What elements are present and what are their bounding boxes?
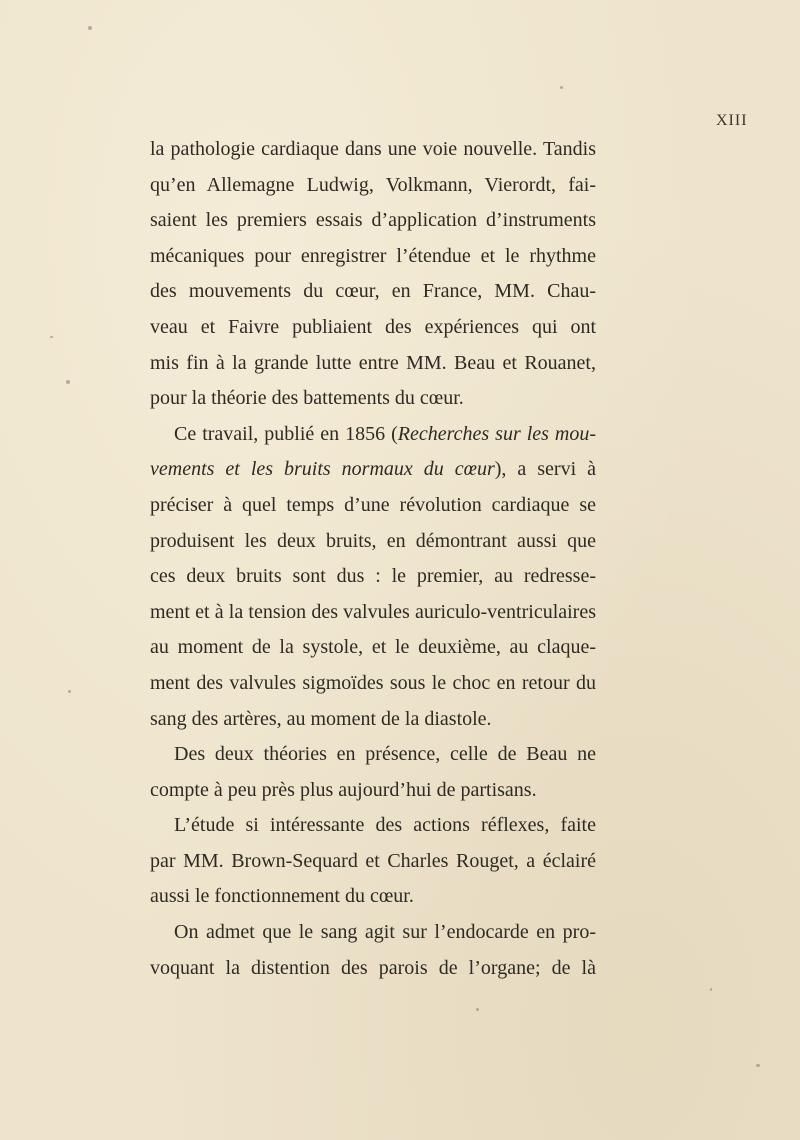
text-line: des mouvements du cœur, en France, MM. Chau- (150, 280, 596, 303)
text-run: ), a servi à (494, 458, 596, 481)
body-text (150, 132, 596, 986)
text-line: veau et Faivre publiaient des expériences qui ont (150, 315, 596, 338)
text-line: saient les premiers essais d’application d’instruments (150, 209, 596, 232)
text-line: compte à peu près plus aujourd’hui de partisans. (150, 778, 537, 801)
citation-title: Recherches sur les mou- (397, 422, 597, 445)
text-line: par MM. Brown-Sequard et Charles Rouget, a éclairé (150, 849, 596, 872)
text-line: Des deux théories en présence, celle de Beau ne (174, 743, 596, 766)
text-line: On admet que le sang agit sur l’endocarde en pro- (174, 921, 596, 944)
text-line: mécaniques pour enregistrer l’étendue et le rhythme (150, 244, 596, 267)
text-line: ces deux bruits sont dus : le premier, au redresse- (150, 565, 596, 588)
paper-speck (710, 988, 712, 991)
text-line: préciser à quel temps d’une révolution cardiaque se (150, 493, 596, 516)
paper-speck (756, 1064, 760, 1067)
text-line: sang des artères, au moment de la diastole. (150, 707, 492, 730)
paper-speck (476, 1008, 479, 1011)
text-line: L’étude si intéressante des actions réflexes, faite (174, 814, 596, 837)
text-line: la pathologie cardiaque dans une voie nouvelle. Tandis (150, 138, 596, 160)
text-line: qu’en Allemagne Ludwig, Volkmann, Vierordt, fai- (150, 173, 596, 196)
citation-title: vements et les bruits normaux du cœur (150, 458, 495, 481)
paper-speck (66, 380, 70, 384)
text-line (150, 417, 596, 453)
paper-speck (560, 86, 563, 89)
text-line: mis fin à la grande lutte entre MM. Beau et Rouanet, (150, 351, 596, 374)
text-line: ment et à la tension des valvules auriculo-ventriculaires (150, 600, 596, 623)
text-line: pour la théorie des battements du cœur. (150, 387, 464, 410)
text-line: ment des valvules sigmoïdes sous le choc en retour du (150, 671, 596, 694)
text-line: produisent les deux bruits, en démontrant aussi que (150, 529, 596, 552)
paper-speck (68, 690, 71, 693)
paper-speck (50, 336, 53, 338)
text-line (150, 452, 596, 488)
text-line: au moment de la systole, et le deuxième, au claque- (150, 636, 596, 659)
paper-speck (88, 26, 92, 30)
page-number: XIII (716, 112, 748, 129)
text-line: aussi le fonctionnement du cœur. (150, 885, 414, 908)
text-run: Ce travail, publié en 1856 ( (174, 422, 398, 445)
text-line: voquant la distention des parois de l’organe; de là (150, 956, 596, 979)
